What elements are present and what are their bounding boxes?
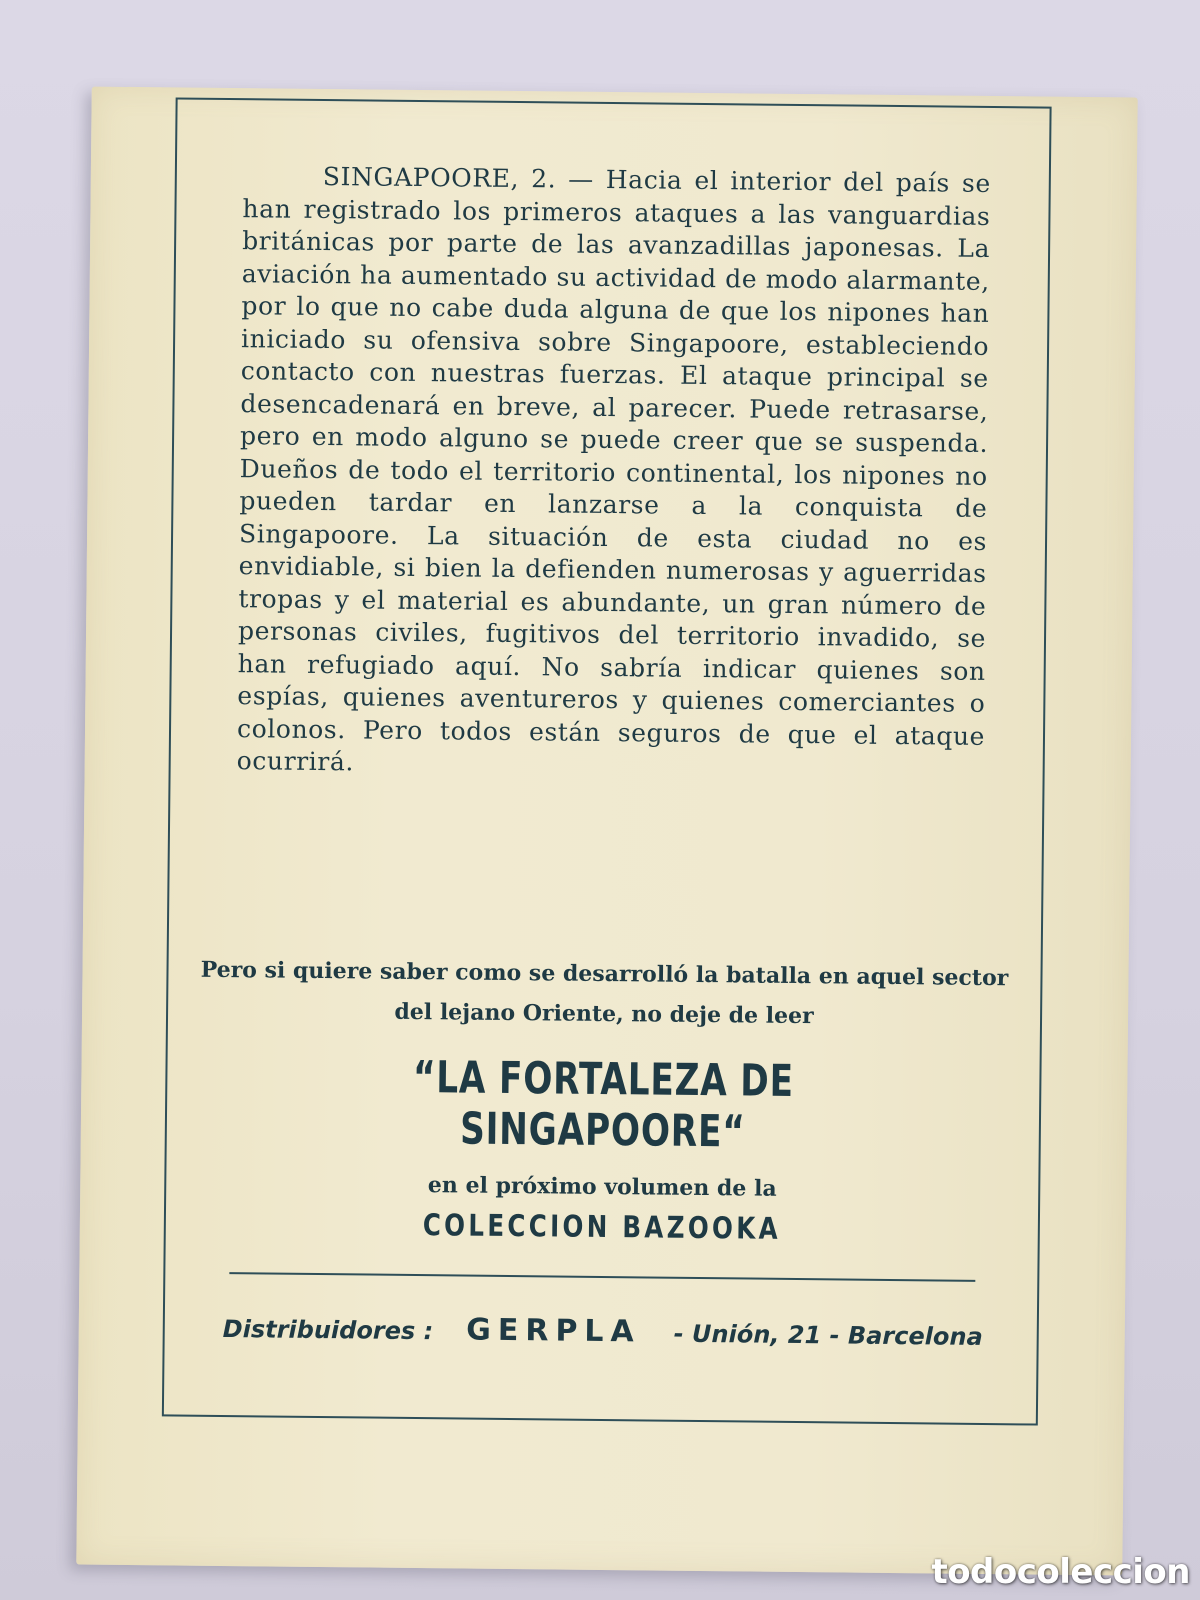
promo-next-volume: en el próximo volumen de la (427, 1172, 777, 1202)
next-book-title: “LA FORTALEZA DE SINGAPOORE“ (412, 1051, 795, 1158)
promo-intro: Pero si quiere saber como se desarrolló la batalla en aquel sector del lejano Oriente, no deje de leer (200, 956, 1009, 1030)
site-watermark: todocoleccion (931, 1552, 1190, 1592)
distributor-line (223, 1310, 983, 1353)
cover-border-frame (162, 97, 1052, 1425)
book-back-cover (76, 87, 1137, 1576)
distributor-address: - Unión, 21 - Barcelona (673, 1319, 983, 1351)
divider-rule (229, 1272, 975, 1282)
article-text: SINGAPOORE, 2. — Hacia el interior del país se han registrado los primeros ataques a las vanguardias británicas por parte de las avanzadillas japonesas. La aviación ha aumentado su actividad de modo alarmante, por lo que no cabe duda alguna de que los nipones han iniciado su ofensiva sobre Singapoore, estableciendo contacto con nuestras fuerzas. El ataque principal se desencadenará en breve, al parecer. Puede retrasarse, pero en modo alguno se puede creer que se suspenda. Dueños de todo el territorio continental, los nipones no pueden tardar en lanzarse a la conquista de Singapoore. La situación de esta ciudad no es envidiable, si bien la defienden numerosas y aguerridas tropas y el material es abundante, un gran número de personas civiles, fugitivos del territorio invadido, se han refugiado aquí. No sabría indicar quienes son espías, quienes aventureros y quienes comerciantes o colonos. Pero todos están seguros de que el ataque ocurrirá. (236, 161, 991, 777)
distributor-label: Distribuidores : (222, 1315, 434, 1346)
promo-block (196, 950, 1011, 1249)
collection-name: COLECCION BAZOOKA (422, 1208, 782, 1247)
distributor-name: GERPLA (466, 1312, 641, 1350)
